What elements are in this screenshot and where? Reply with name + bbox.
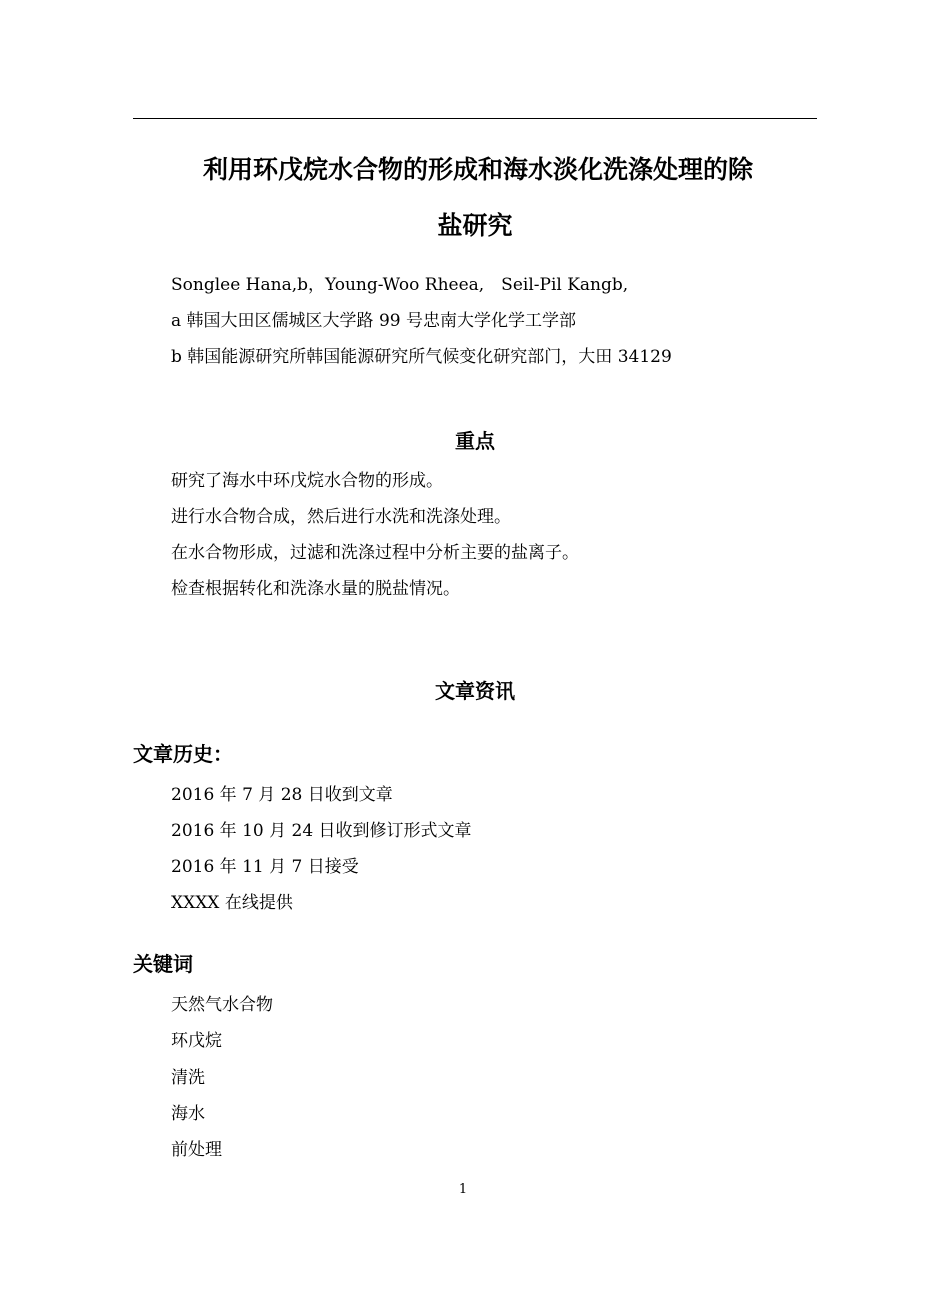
keyword-item: 海水 — [171, 1104, 205, 1124]
author-list: Songlee Hana,b，Young-Woo Rheea, Seil-Pil Kangb, — [171, 275, 629, 295]
history-item: 2016 年 11 月 7 日接受 — [171, 857, 359, 877]
article-history-heading: 文章历史： — [133, 742, 233, 766]
highlight-item: 研究了海水中环戊烷水合物的形成。 — [171, 471, 443, 491]
highlight-item: 在水合物形成，过滤和洗涤过程中分析主要的盐离子。 — [171, 543, 579, 563]
history-item: 2016 年 10 月 24 日收到修订形式文章 — [171, 821, 472, 841]
article-info-heading: 文章资讯 — [435, 679, 515, 703]
keywords-heading: 关键词 — [133, 952, 193, 976]
paper-title-line-2: 盐研究 — [437, 211, 513, 240]
affiliation-b: b 韩国能源研究所韩国能源研究所气候变化研究部门，大田 34129 — [171, 347, 672, 367]
highlight-item: 检查根据转化和洗涤水量的脱盐情况。 — [171, 579, 460, 599]
paper-title-line-1: 利用环戊烷水合物的形成和海水淡化洗涤处理的除 — [203, 155, 754, 184]
history-item: 2016 年 7 月 28 日收到文章 — [171, 785, 393, 805]
history-item: XXXX 在线提供 — [171, 893, 293, 913]
header-rule — [133, 118, 817, 119]
keyword-item: 前处理 — [171, 1140, 222, 1160]
highlights-heading: 重点 — [455, 429, 495, 453]
keyword-item: 环戊烷 — [171, 1031, 222, 1051]
keyword-item: 天然气水合物 — [171, 995, 273, 1015]
keyword-item: 清洗 — [171, 1068, 205, 1088]
affiliation-a: a 韩国大田区儒城区大学路 99 号忠南大学化学工学部 — [171, 311, 576, 331]
page-number: 1 — [458, 1182, 468, 1197]
highlight-item: 进行水合物合成，然后进行水洗和洗涤处理。 — [171, 507, 511, 527]
